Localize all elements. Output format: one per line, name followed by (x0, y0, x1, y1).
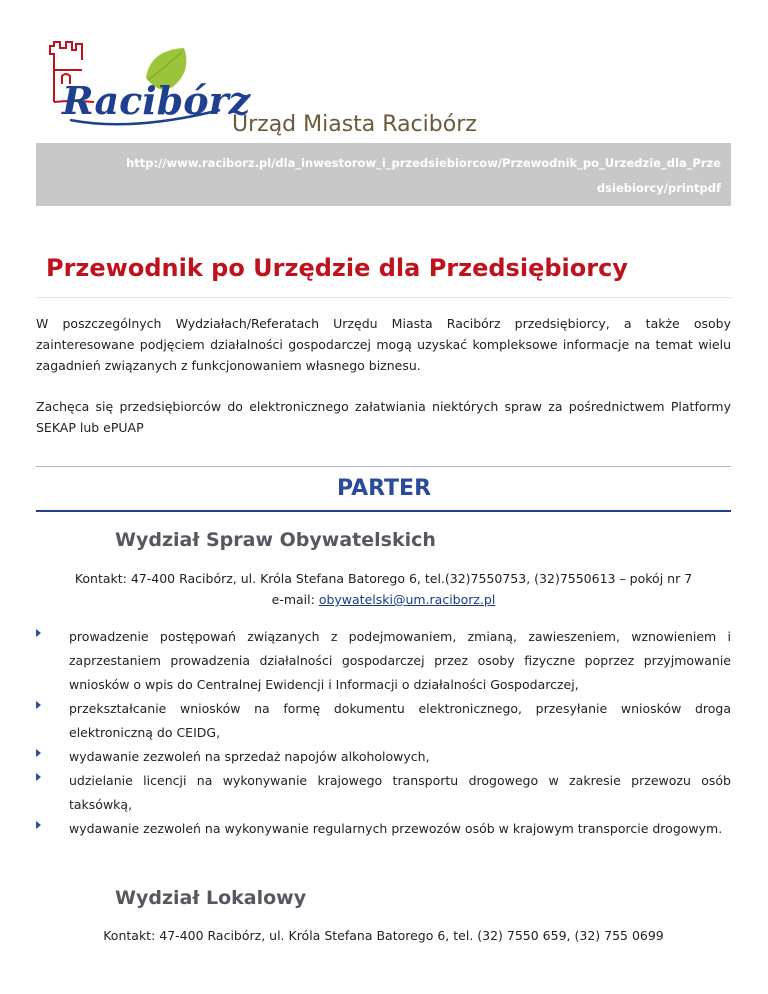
url-line-2: dsiebiorcy/printpdf (596, 181, 721, 195)
bullet-arrow-icon (36, 749, 41, 757)
page-title: Przewodnik po Urzędzie dla Przedsiębiorcy (46, 254, 628, 282)
task-list (36, 625, 731, 841)
task-text: przekształcanie wniosków na formę dokumentu elektronicznego, przesyłanie wniosków droga elektroniczną do CEIDG, (69, 701, 731, 740)
intro-text (36, 313, 731, 438)
section-divider-top (36, 466, 731, 467)
task-text: wydawanie zezwoleń na wykonywanie regularnych przewozów osób w krajowym transporcie drogowym. (69, 821, 723, 836)
department-contact (36, 925, 731, 946)
list-item (36, 769, 731, 817)
contact-address: Kontakt: 47-400 Racibórz, ul. Króla Stefana Batorego 6, tel. (32) 7550 659, (32) 755 0699 (103, 928, 664, 943)
bullet-arrow-icon (36, 701, 41, 709)
intro-paragraph-1: W poszczególnych Wydziałach/Referatach Urzędu Miasta Racibórz przedsiębiorcy, a także osoby zainteresowane podjęciem działalności gospodarczej mogą uzyskać kompleksowe informacje na temat wielu zagadnień związanych z funkcjonowaniem własnego biznesu. (36, 316, 731, 373)
page-header (36, 40, 731, 136)
task-text: wydawanie zezwoleń na sprzedaż napojów alkoholowych, (69, 749, 430, 764)
section-title: PARTER (336, 476, 432, 501)
list-item (36, 697, 731, 745)
department-title: Wydział Spraw Obywatelskich (115, 529, 436, 551)
svg-text:Racibórz: Racibórz (62, 78, 251, 123)
url-line-1: http://www.raciborz.pl/dla_inwestorow_i_przedsiebiorcow/Przewodnik_po_Urzedzie_dla_Prze (126, 156, 721, 170)
task-text: udzielanie licencji na wykonywanie krajowego transportu drogowego w zakresie przewozu osób taksówką, (69, 773, 731, 812)
task-text: prowadzenie postępowań związanych z podejmowaniem, zmianą, zawieszeniem, wznowieniem i zaprzestaniem prowadzenia działalności gospodarczej przez osoby fizyczne poprzez przyjmowanie wniosków o wpis do Centralnej Ewidencji i Informacji o działalności Gospodarczej, (69, 629, 731, 692)
list-item (36, 817, 731, 841)
intro-paragraph-2: Zachęca się przedsiębiorców do elektronicznego załatwiania niektórych spraw za pośrednictwem Platformy SEKAP lub ePUAP (36, 399, 731, 435)
email-link[interactable]: obywatelski@um.raciborz.pl (318, 592, 496, 607)
list-item (36, 625, 731, 697)
list-item (36, 745, 731, 769)
title-divider (36, 297, 731, 298)
department-contact (36, 568, 731, 610)
department-title: Wydział Lokalowy (115, 887, 307, 909)
contact-email-line (36, 589, 731, 610)
section-divider-bottom (36, 510, 731, 512)
raciborz-logo (42, 40, 251, 136)
email-label: e-mail: (271, 592, 319, 607)
bullet-arrow-icon (36, 629, 41, 637)
office-title: Urząd Miasta Racibórz (232, 112, 477, 137)
bullet-arrow-icon (36, 821, 41, 829)
source-url-bar (36, 143, 731, 206)
contact-address: Kontakt: 47-400 Racibórz, ul. Króla Stefana Batorego 6, tel.(32)7550753, (32)7550613 – pokój nr 7 (74, 571, 693, 586)
bullet-arrow-icon (36, 773, 41, 781)
